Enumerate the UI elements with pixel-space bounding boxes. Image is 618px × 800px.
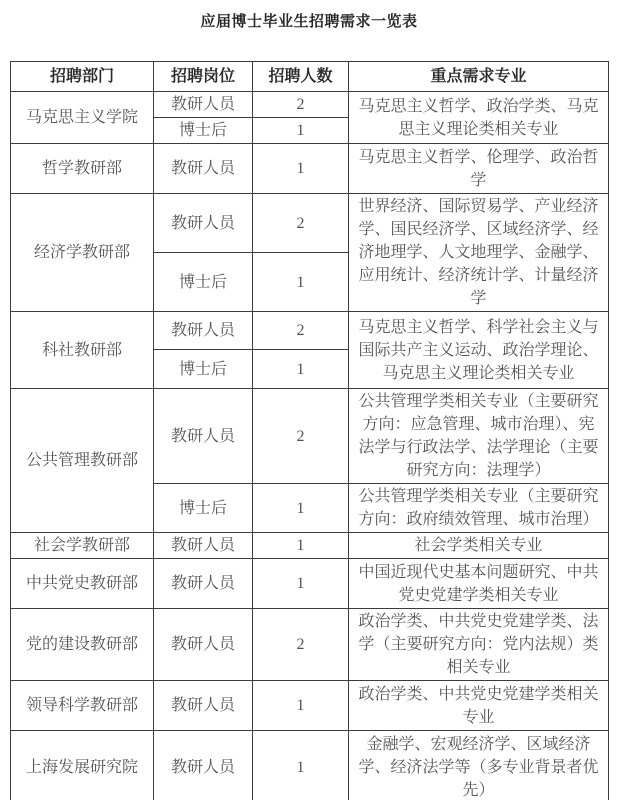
- page-title: 应届博士毕业生招聘需求一览表: [200, 14, 418, 30]
- table-row: [11, 533, 609, 559]
- count-cell: 2: [253, 92, 349, 118]
- col-header-count: 招聘人数: [253, 62, 349, 92]
- count-cell: 1: [253, 731, 349, 800]
- dept-cell: 哲学教研部: [11, 144, 154, 194]
- count-cell: 1: [253, 559, 349, 609]
- majors-cell: 金融学、宏观经济学、区域经济学、经济法学等（多专业背景者优先）: [349, 731, 609, 800]
- dept-cell: 领导科学教研部: [11, 681, 154, 731]
- dept-cell: 社会学教研部: [11, 533, 154, 559]
- table-row: [11, 609, 609, 681]
- majors-cell: 政治学类、中共党史党建学类、法学（主要研究方向：党内法规）类相关专业: [349, 609, 609, 681]
- table-row: [11, 144, 609, 194]
- majors-cell: 中国近现代史基本问题研究、中共党史党建学类相关专业: [349, 559, 609, 609]
- majors-cell: 马克思主义哲学、政治学类、马克思主义理论类相关专业: [349, 92, 609, 144]
- position-cell: 博士后: [154, 484, 253, 533]
- col-header-department: 招聘部门: [11, 62, 154, 92]
- majors-cell: 世界经济、国际贸易学、产业经济学、国民经济学、区域经济学、经济地理学、人文地理学、金融学、应用统计、经济统计学、计量经济学: [349, 194, 609, 312]
- position-cell: 教研人员: [154, 681, 253, 731]
- count-cell: 2: [253, 194, 349, 253]
- count-cell: 1: [253, 484, 349, 533]
- dept-cell: 马克思主义学院: [11, 92, 154, 144]
- count-cell: 1: [253, 144, 349, 194]
- count-cell: 1: [253, 350, 349, 389]
- table-row: [11, 559, 609, 609]
- table-row: [11, 92, 609, 118]
- position-cell: 博士后: [154, 350, 253, 389]
- dept-cell: 公共管理教研部: [11, 389, 154, 533]
- dept-cell: 科社教研部: [11, 312, 154, 389]
- count-cell: 2: [253, 389, 349, 484]
- count-cell: 2: [253, 312, 349, 350]
- majors-cell: 政治学类、中共党史党建学类相关专业: [349, 681, 609, 731]
- position-cell: 教研人员: [154, 194, 253, 253]
- dept-cell: 党的建设教研部: [11, 609, 154, 681]
- table-row: [11, 389, 609, 484]
- col-header-position: 招聘岗位: [154, 62, 253, 92]
- header-row: [11, 62, 609, 92]
- majors-cell: 公共管理学类相关专业（主要研究方向：应急管理、城市治理）、宪法学与行政法学、法学理论（主要研究方向：法理学）: [349, 389, 609, 484]
- position-cell: 教研人员: [154, 92, 253, 118]
- position-cell: 博士后: [154, 253, 253, 312]
- recruitment-table: [10, 61, 609, 800]
- majors-cell: 马克思主义哲学、科学社会主义与国际共产主义运动、政治学理论、马克思主义理论类相关专业: [349, 312, 609, 389]
- count-cell: 1: [253, 533, 349, 559]
- count-cell: 1: [253, 253, 349, 312]
- dept-cell: 上海发展研究院: [11, 731, 154, 800]
- table-row: [11, 731, 609, 800]
- position-cell: 教研人员: [154, 312, 253, 350]
- majors-cell: 公共管理学类相关专业（主要研究方向：政府绩效管理、城市治理）: [349, 484, 609, 533]
- position-cell: 教研人员: [154, 533, 253, 559]
- position-cell: 教研人员: [154, 559, 253, 609]
- dept-cell: 经济学教研部: [11, 194, 154, 312]
- table-row: [11, 312, 609, 350]
- majors-cell: 马克思主义哲学、伦理学、政治哲学: [349, 144, 609, 194]
- count-cell: 2: [253, 609, 349, 681]
- position-cell: 教研人员: [154, 731, 253, 800]
- table-row: [11, 194, 609, 253]
- position-cell: 教研人员: [154, 144, 253, 194]
- position-cell: 博士后: [154, 118, 253, 144]
- position-cell: 教研人员: [154, 389, 253, 484]
- majors-cell: 社会学类相关专业: [349, 533, 609, 559]
- table-row: [11, 681, 609, 731]
- dept-cell: 中共党史教研部: [11, 559, 154, 609]
- count-cell: 1: [253, 681, 349, 731]
- count-cell: 1: [253, 118, 349, 144]
- position-cell: 教研人员: [154, 609, 253, 681]
- col-header-majors: 重点需求专业: [349, 62, 609, 92]
